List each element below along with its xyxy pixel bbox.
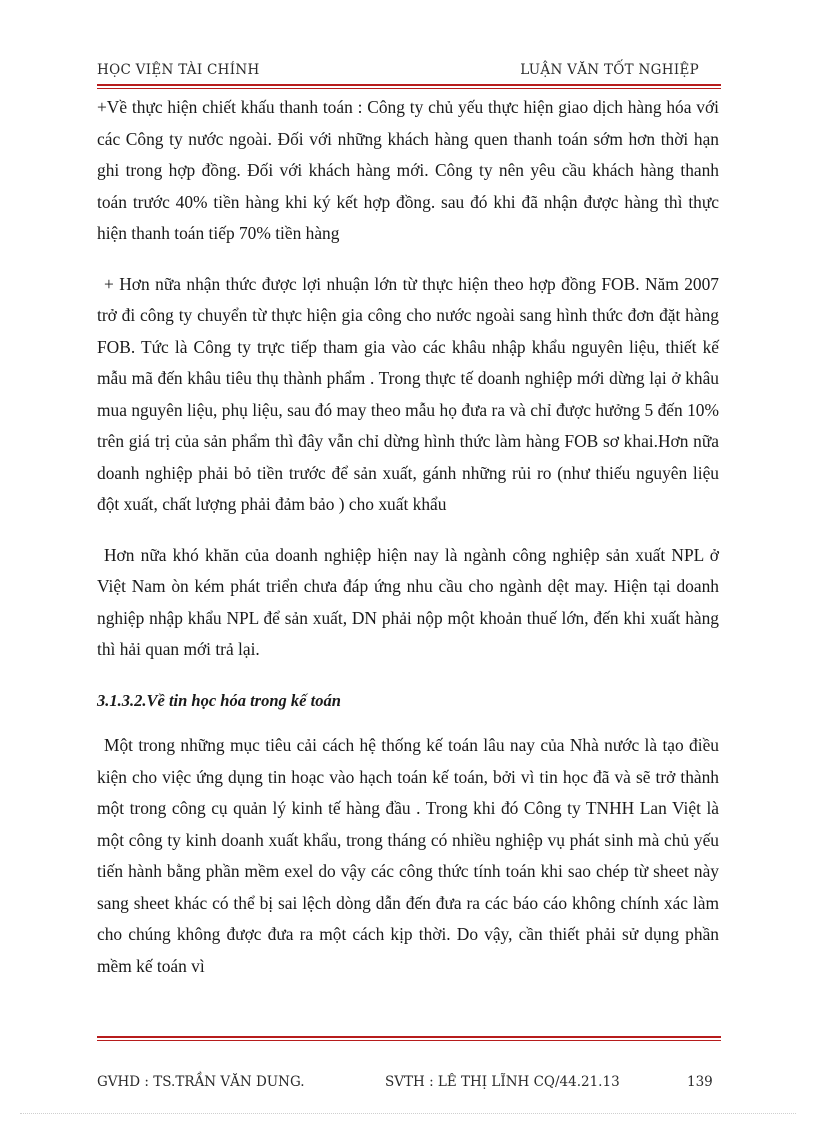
footer-rule-thin	[97, 1040, 721, 1041]
document-body	[97, 92, 719, 982]
page-footer	[97, 1074, 721, 1096]
page-number: 139	[687, 1074, 713, 1090]
footer-supervisor: GVHD : TS.TRẦN VĂN DUNG.	[97, 1074, 305, 1090]
page-header	[97, 62, 719, 84]
header-institution: HỌC VIỆN TÀI CHÍNH	[97, 62, 260, 78]
paragraph-payment-discount: +Về thực hiện chiết khấu thanh toán : Công ty chủ yếu thực hiện giao dịch hàng hóa với các Công ty nước ngoài. Đối với những khách hàng quen thanh toán sớm hơn thời hạn ghi trong hợp đồng. Đối với khách hàng mới. Công ty nên yêu cầu khách hàng thanh toán trước 40% tiền hàng khi ký kết hợp đồng. sau đó khi đã nhận được hàng thì thực hiện thanh toán tiếp 70% tiền hàng	[97, 97, 719, 243]
section-heading: 3.1.3.2.Về tin học hóa trong kế toán	[97, 690, 341, 710]
footer-rule	[97, 1036, 721, 1038]
page-edge-divider	[20, 1113, 796, 1114]
header-rule	[97, 84, 721, 86]
paragraph-difficulties: Hơn nữa khó khăn của doanh nghiệp hiện nay là ngành công nghiệp sản xuất NPL ở Việt Nam òn kém phát triển chưa đáp ứng nhu cầu cho ngành dệt may. Hiện tại doanh nghiệp nhập khẩu NPL để sản xuất, DN phải nộp một khoản thuế lớn, đến khi xuất hàng thì hải quan mới trả lại.	[97, 544, 719, 659]
paragraph-accounting-it: Một trong những mục tiêu cải cách hệ thống kế toán lâu nay của Nhà nước là tạo điều kiện cho việc ứng dụng tin hoạc vào hạch toán kế toán, bởi vì tin học đã và sẽ trở thành một trong công cụ quản lý kinh tế hàng đầu . Trong khi đó Công ty TNHH Lan Việt là một công ty kinh doanh xuất khẩu, trong tháng có nhiều nghiệp vụ phát sinh mà chủ yếu tiến hành bằng phần mềm exel do vậy các công thức tính toán khi sao chép từ sheet này sang sheet khác có thể bị sai lệch dòng dẫn đến đưa ra các báo cáo không chính xác làm cho chúng không được đưa ra một cách kịp thời. Do vậy, cần thiết phải sử dụng phần mềm kế toán vì	[97, 735, 719, 976]
header-rule-thin	[97, 88, 721, 89]
header-document-type: LUẬN VĂN TỐT NGHIỆP	[520, 62, 699, 78]
footer-student: SVTH : LÊ THỊ LĨNH CQ/44.21.13	[385, 1074, 620, 1090]
paragraph-fob-contract: + Hơn nữa nhận thức được lợi nhuận lớn từ thực hiện theo hợp đồng FOB. Năm 2007 trở đi công ty chuyển từ thực hiện gia công cho nước ngoài sang hình thức đơn đặt hàng FOB. Tức là Công ty trực tiếp tham gia vào các khâu nhập khẩu nguyên liệu, thiết kế mẫu mã đến khâu tiêu thụ thành phẩm . Trong thực tế doanh nghiệp mới dừng lại ở khâu mua nguyên liệu, phụ liệu, sau đó may theo mẫu họ đưa ra và chỉ được hưởng 5 đến 10% trên giá trị của sản phẩm thì đây vẫn chỉ dừng hình thức làm hàng FOB sơ khai.Hơn nữa doanh nghiệp phải bỏ tiền trước để sản xuất, gánh những rủi ro (như thiếu nguyên liệu đột xuất, chất lượng phải đảm bảo ) cho xuất khẩu	[97, 273, 719, 514]
